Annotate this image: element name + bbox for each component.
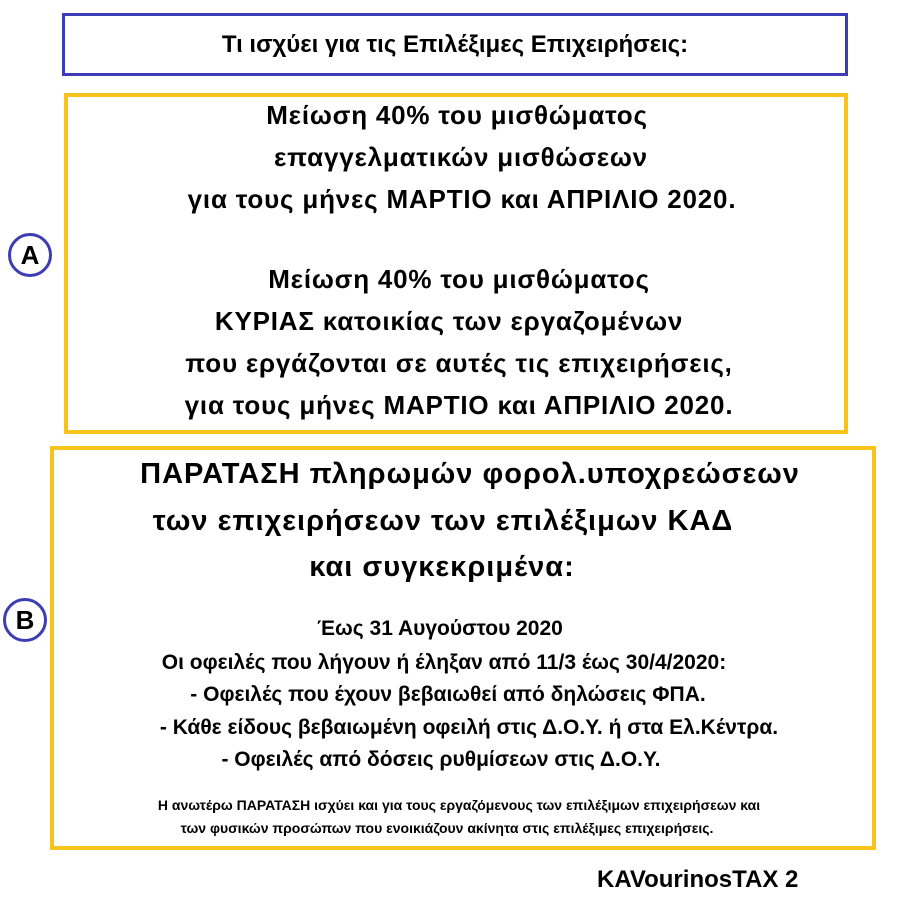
section-b-detail-line: Οι οφειλές που λήγουν ή έληξαν από 11/3 έως 30/4/2020:: [161, 651, 727, 674]
section-b-detail-line: - Κάθε είδους βεβαιωμένη οφειλή στις Δ.Ο.Υ. ή στα Ελ.Κέντρα.: [159, 716, 779, 739]
section-b-detail-line: - Οφειλές που έχουν βεβαιωθεί από δηλώσεις ΦΠΑ.: [190, 683, 706, 706]
page-title: Τι ισχύει για τις Επιλέξιμες Επιχειρήσεις:: [221, 31, 689, 58]
section-b-badge: B: [3, 598, 47, 642]
footer-brand: KAVourinosTAX 2: [597, 866, 799, 893]
section-b-heading-line: ΠΑΡΑΤΑΣΗ πληρωμών φορολ.υποχρεώσεων: [140, 458, 800, 490]
section-a-line: Μείωση 40% του μισθώματος: [266, 100, 648, 130]
section-b-detail-line: Έως 31 Αυγούστου 2020: [317, 617, 563, 640]
section-a-badge: A: [8, 233, 52, 277]
section-a-line: ΚΥΡΙΑΣ κατοικίας των εργαζομένων: [214, 306, 684, 336]
section-a-line: που εργάζονται σε αυτές τις επιχειρήσεις,: [185, 348, 733, 378]
section-a-line: επαγγελματικών μισθώσεων: [274, 142, 648, 172]
section-a-line: Μείωση 40% του μισθώματος: [268, 264, 650, 294]
section-a-line: για τους μήνες ΜΑΡΤΙΟ και ΑΠΡΙΛΙΟ 2020.: [187, 184, 737, 214]
section-a-line: για τους μήνες ΜΑΡΤΙΟ και ΑΠΡΙΛΙΟ 2020.: [184, 390, 734, 420]
section-b-detail-line: - Οφειλές από δόσεις ρυθμίσεων στις Δ.Ο.Υ.: [221, 748, 661, 771]
section-b-note-line: Η ανωτέρω ΠΑΡΑΤΑΣΗ ισχύει και για τους εργαζόμενους των επιλέξιμων επιχειρήσεων και: [157, 797, 761, 813]
section-b-heading-line: των επιχειρήσεων των επιλέξιμων ΚΑΔ: [152, 505, 734, 537]
title-box: [62, 13, 848, 76]
section-b-note-line: των φυσικών προσώπων που ενοικιάζουν ακίνητα στις επιλέξιμες επιχειρήσεις.: [180, 820, 714, 836]
section-b-heading-line: και συγκεκριμένα:: [309, 551, 575, 583]
